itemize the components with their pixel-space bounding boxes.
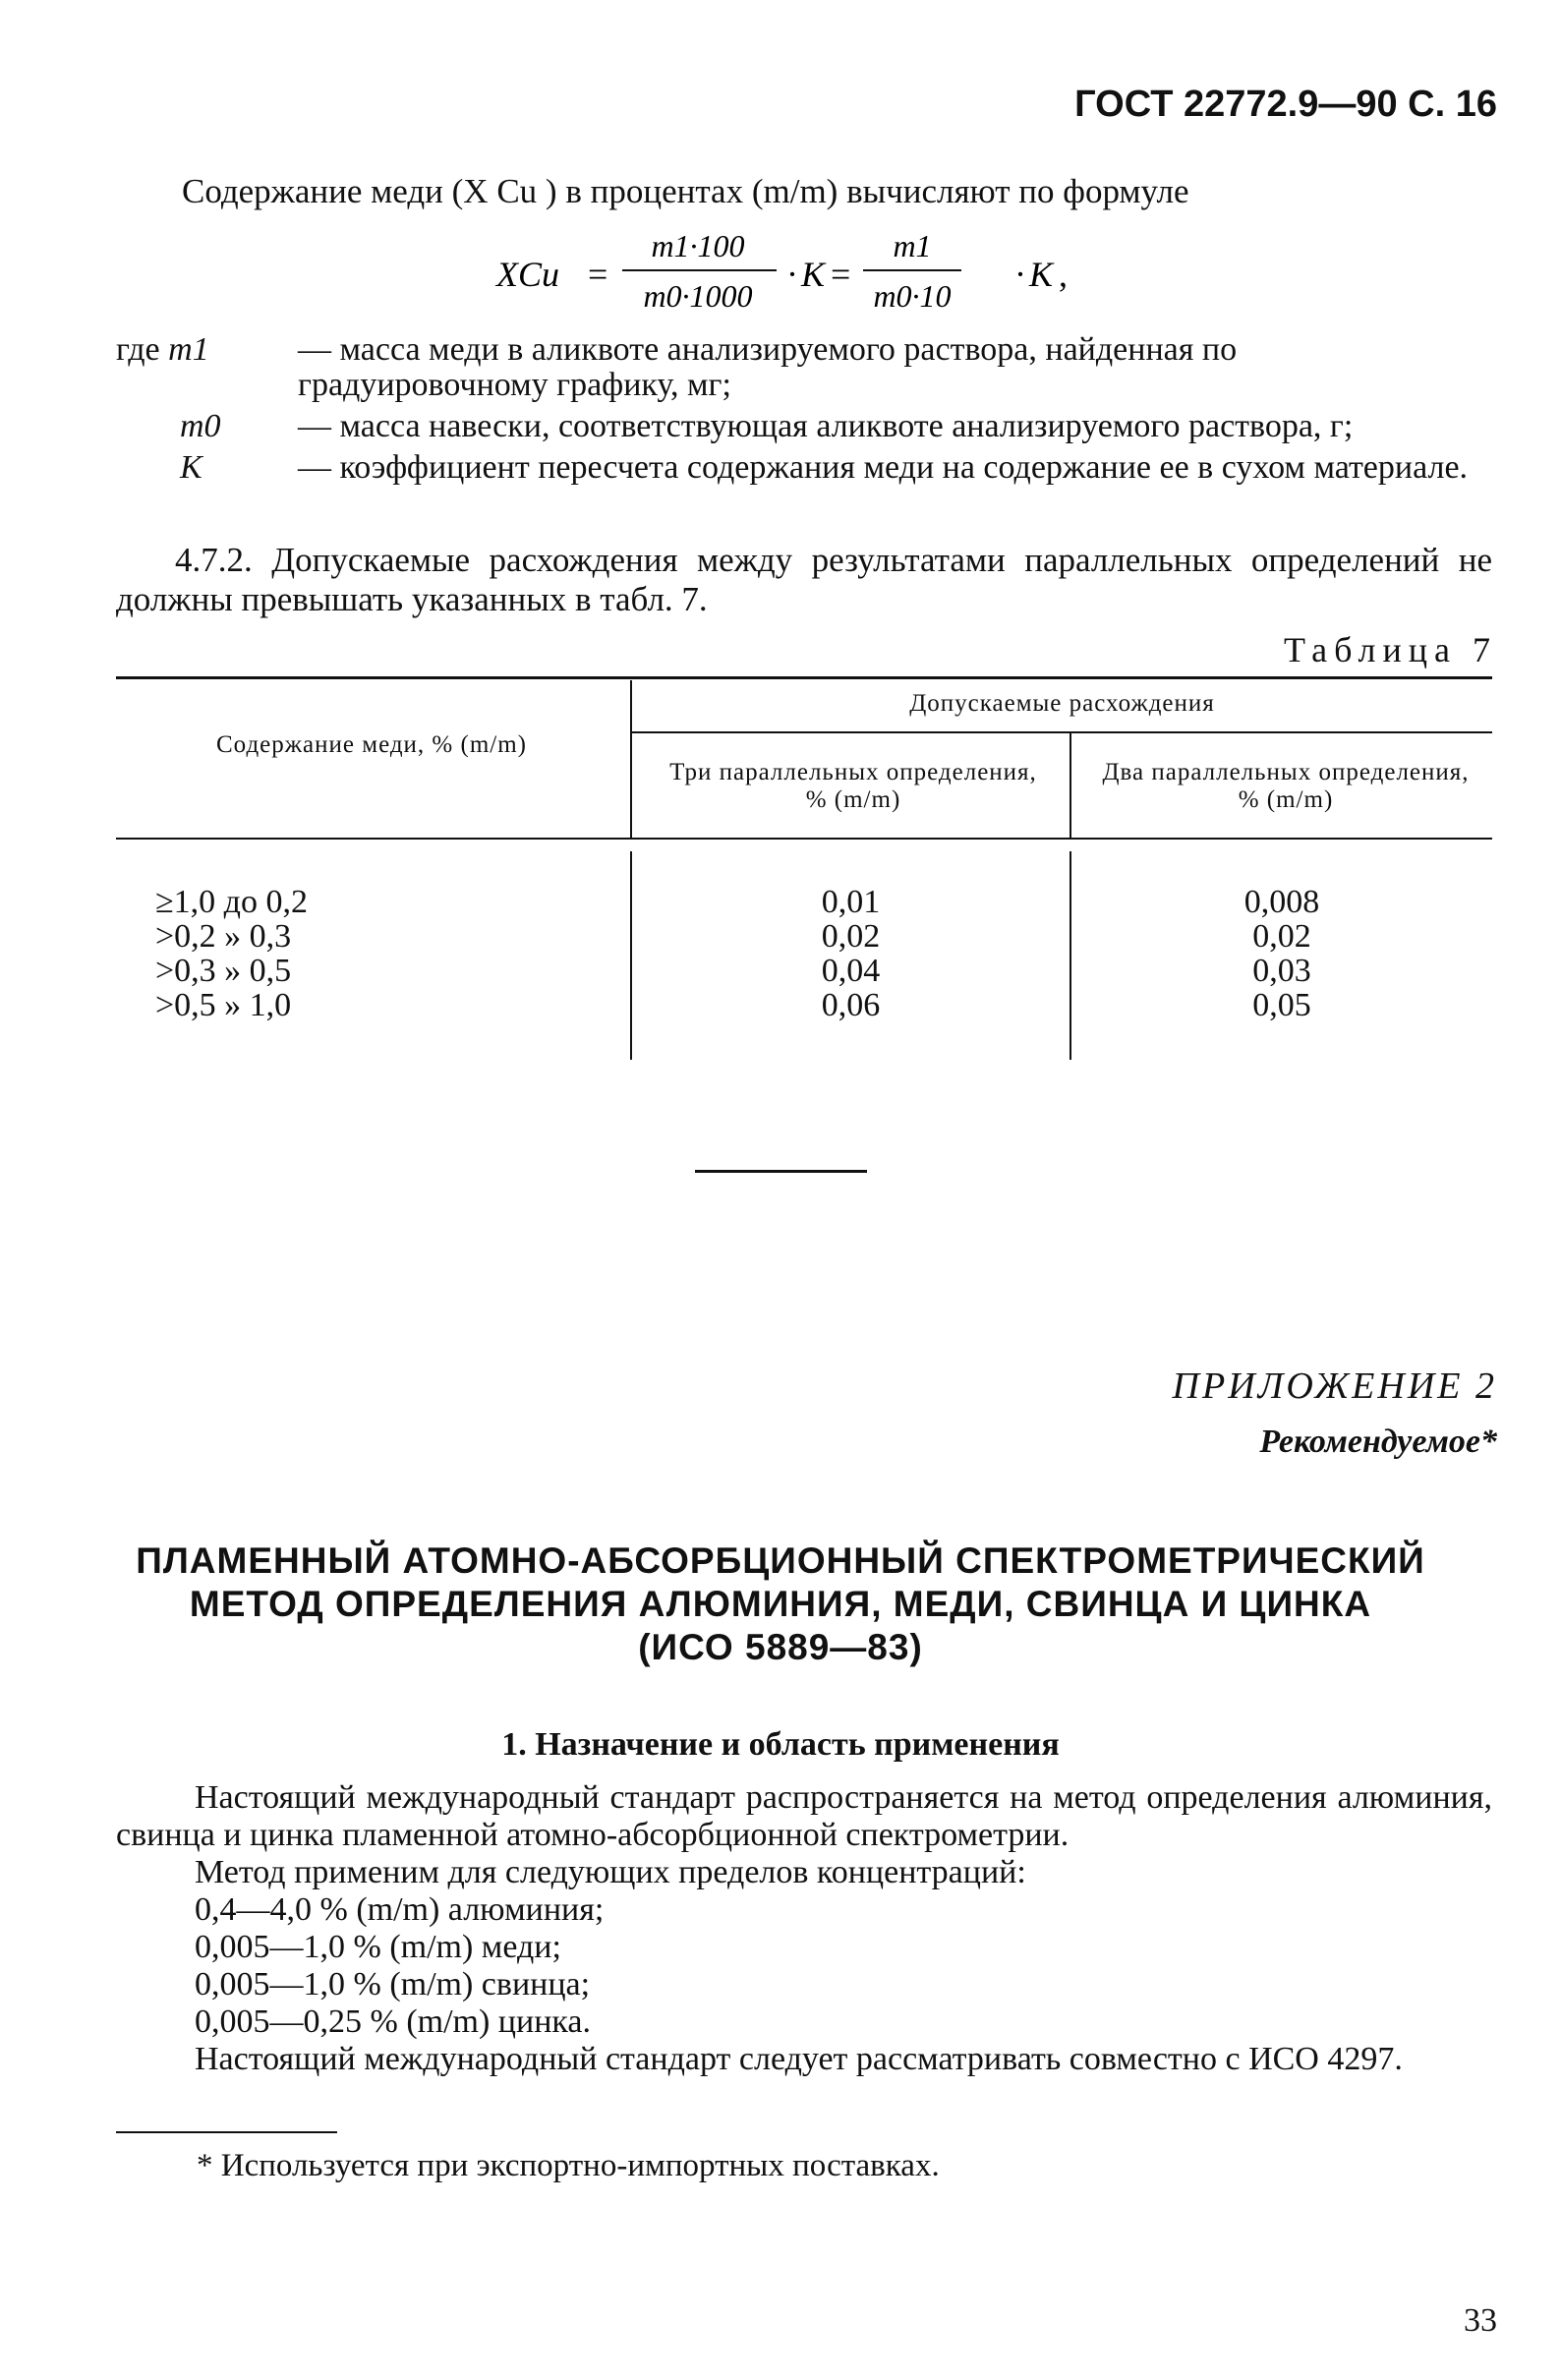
legend-text: — коэффициент пересчета содержания меди на содержание ее в сухом материале. (298, 449, 1469, 486)
table-header-rule (116, 838, 1492, 840)
cell-two: 0,03 (1252, 953, 1311, 989)
legend-symbol: m1 (168, 331, 209, 368)
formula-lhs: XCu (496, 255, 560, 294)
concentration-item: 0,005—0,25 % (m/m) цинка. (195, 2003, 591, 2040)
legend-row-m0 (116, 409, 1492, 444)
body-paragraph: Метод применим для следующих пределов концентраций: (195, 1854, 1026, 1890)
cell-three: 0,04 (821, 953, 881, 989)
legend-text: — масса навески, соответствующая аликвоте анализируемого раствора, г; (298, 408, 1354, 444)
appendix-label: ПРИЛОЖЕНИЕ 2 (1172, 1365, 1497, 1407)
table-group-rule (632, 731, 1492, 733)
concentration-item: 0,4—4,0 % (m/m) алюминия; (195, 1891, 605, 1928)
legend-symbol: K (180, 449, 202, 486)
section-separator (695, 1170, 867, 1173)
col-header-content: Содержание меди, % (m/m) (216, 731, 527, 758)
formula-factor-2: K (1029, 255, 1054, 294)
svg-text:,: , (1059, 255, 1068, 294)
cell-three: 0,06 (821, 987, 881, 1023)
body-paragraph: Настоящий международный стандарт распространяется на метод определения алюминия, свинца и цинка пламенной атомно-абсорбционной спектрометрии. (116, 1779, 1492, 1853)
formula-numerator-2: m1 (893, 228, 932, 263)
legend-row-k (116, 450, 1492, 486)
document-header: ГОСТ 22772.9—90 С. 16 (1074, 84, 1497, 125)
section-body (116, 1779, 1492, 2078)
svg-text:·: · (786, 255, 798, 294)
legend-text: — масса меди в аликвоте анализируемого раствора, найденная по градуировочному графику, мг; (298, 331, 1238, 403)
cell-range: >0,2 » 0,3 (155, 918, 292, 955)
cell-two: 0,008 (1243, 884, 1320, 920)
svg-text:=: = (831, 255, 851, 294)
formula-numerator-1: m1·100 (651, 228, 745, 263)
title-line: МЕТОД ОПРЕДЕЛЕНИЯ АЛЮМИНИЯ, МЕДИ, СВИНЦА И ЦИНКА (189, 1584, 1372, 1624)
cell-two: 0,05 (1252, 987, 1311, 1023)
copper-content-formula (0, 224, 1561, 327)
body-paragraph: Настоящий международный стандарт следует рассматривать совместно с ИСО 4297. (195, 2041, 1403, 2077)
legend-row-m1 (116, 332, 1492, 403)
cell-three: 0,02 (821, 918, 881, 955)
table-top-rule (116, 676, 1492, 679)
tolerance-table (116, 676, 1492, 1060)
svg-text:·: · (1014, 255, 1026, 294)
table-vrule-2 (1070, 733, 1071, 838)
col-header-two: Два параллельных определения, % (m/m) (1102, 759, 1470, 813)
footnote: * Используется при экспортно-импортных поставках. (197, 2148, 940, 2183)
concentration-item: 0,005—1,0 % (m/m) свинца; (195, 1966, 591, 2003)
cell-three: 0,01 (821, 884, 881, 920)
concentration-item: 0,005—1,0 % (m/m) меди; (195, 1929, 561, 1965)
cell-range: >0,3 » 0,5 (155, 953, 292, 989)
footnote-rule (116, 2131, 337, 2133)
legend-symbol: m0 (180, 408, 221, 444)
cell-range: ≥1,0 до 0,2 (155, 884, 308, 920)
formula-denominator-2: m0·10 (873, 278, 952, 314)
page-number: 33 (1464, 2302, 1497, 2339)
formula-intro: Содержание меди (X Cu ) в процентах (m/m) вычисляют по формуле (182, 172, 1189, 210)
title-line: ПЛАМЕННЫЙ АТОМНО-АБСОРБЦИОННЫЙ СПЕКТРОМЕТРИЧЕСКИЙ (136, 1540, 1425, 1581)
formula-factor-1: K (801, 255, 826, 294)
title-line: (ИСО 5889—83) (638, 1627, 923, 1667)
svg-text:=: = (588, 255, 608, 294)
section-heading: 1. Назначение и область применения (501, 1726, 1060, 1763)
col-header-three: Три параллельных определения, % (m/m) (669, 759, 1037, 813)
cell-range: >0,5 » 1,0 (155, 987, 292, 1023)
cell-two: 0,02 (1252, 918, 1311, 955)
col-header-group: Допускаемые расхождения (909, 690, 1215, 717)
legend-lead: где (116, 331, 160, 368)
formula-denominator-1: m0·1000 (643, 278, 753, 314)
appendix-status: Рекомендуемое* (1259, 1423, 1497, 1460)
formula-legend (116, 332, 1492, 492)
table-caption: Таблица 7 (1284, 630, 1497, 669)
paragraph-4-7-2: 4.7.2. Допускаемые расхождения между результатами параллельных определений не должны превышать указанных в табл. 7. (116, 541, 1492, 618)
appendix-title (0, 1539, 1561, 1669)
